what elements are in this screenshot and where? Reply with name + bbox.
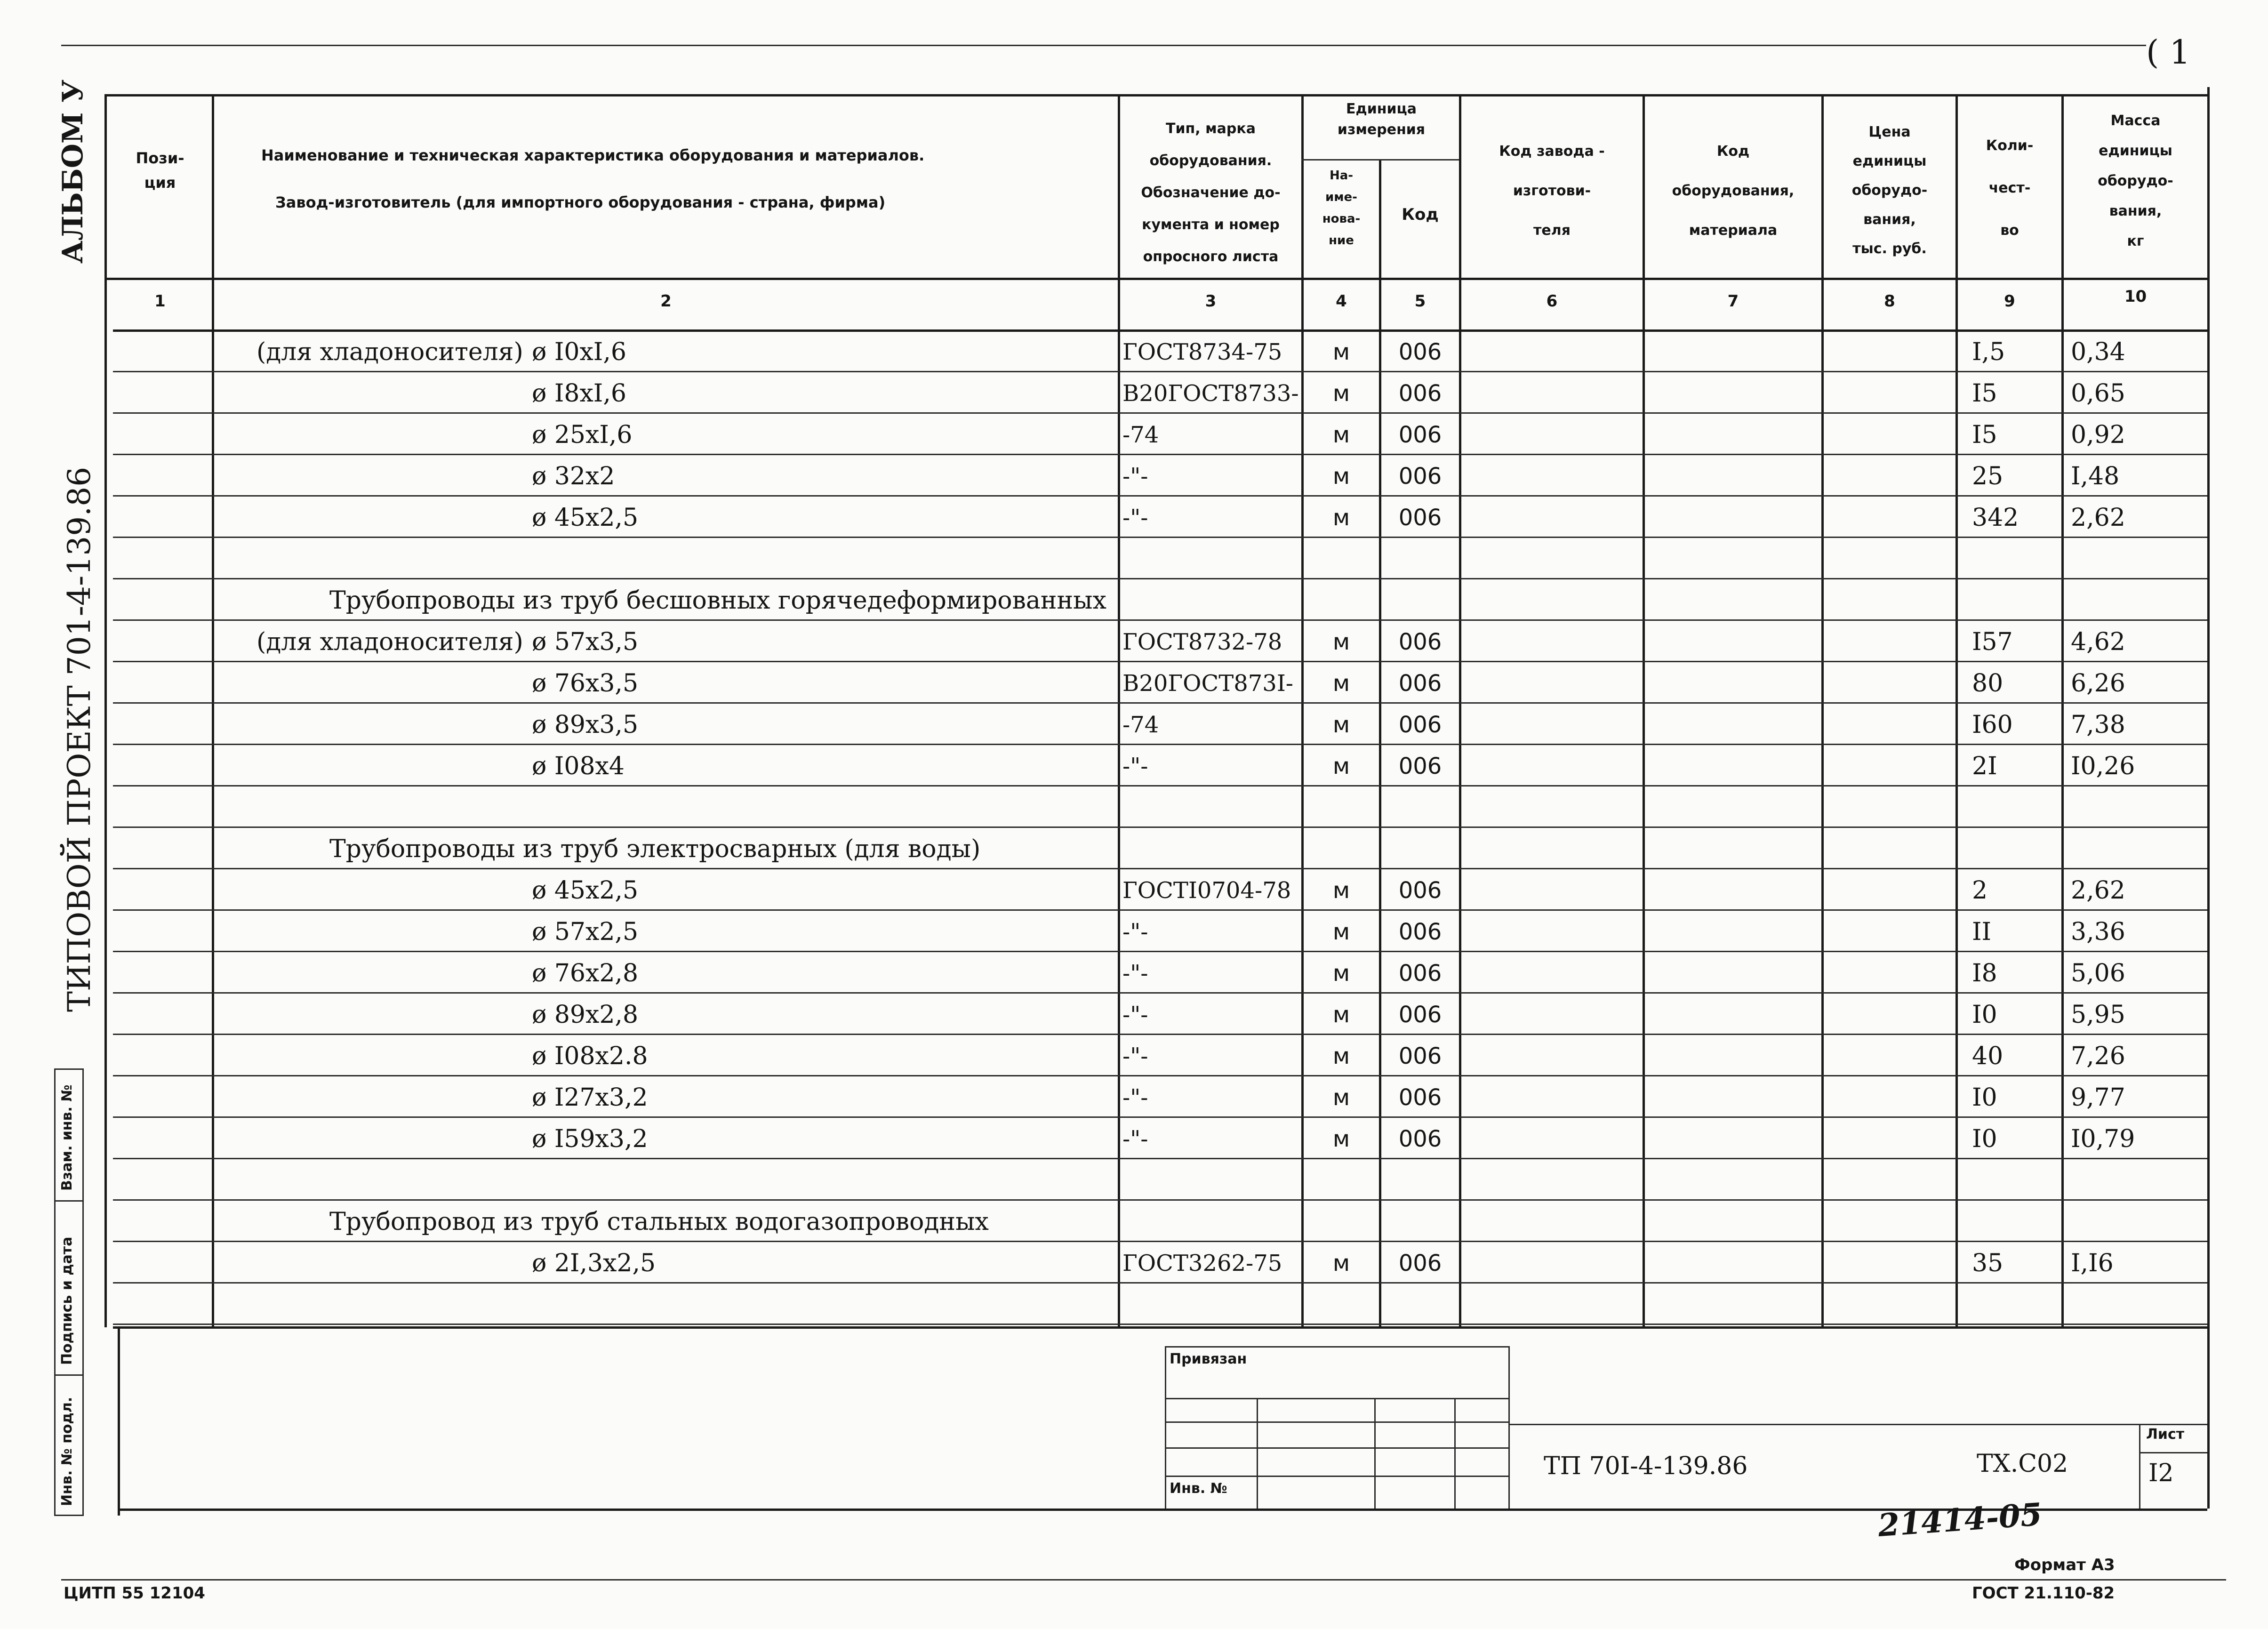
row-document: -"-: [1122, 1126, 1148, 1152]
header-type: Тип, марка оборудования. Обозначение до- кумента и номер опросного листа: [1141, 120, 1281, 265]
row-unit-code: 006: [1398, 1043, 1442, 1069]
colnum-2: 2: [660, 292, 672, 311]
row-unit: м: [1332, 1002, 1350, 1028]
row-divider: [113, 495, 2207, 497]
row-unit-code: 006: [1398, 1126, 1442, 1152]
row-unit-code: 006: [1398, 629, 1442, 655]
sheet-label: Лист: [2146, 1426, 2185, 1443]
row-name: ø 89x3,5: [532, 711, 639, 739]
row-unit-code: 006: [1398, 1084, 1442, 1111]
row-unit-code: 006: [1398, 960, 1442, 987]
row-divider: [113, 537, 2207, 538]
row-quantity: I5: [1972, 421, 1997, 449]
row-divider: [113, 1075, 2207, 1076]
row-unit: м: [1332, 422, 1350, 448]
row-prefix: (для хладоносителя): [256, 628, 523, 656]
section-heading: Трубопровод из труб стальных водогазопроводных: [329, 1208, 989, 1236]
sheet-number: I2: [2148, 1459, 2174, 1487]
row-name: ø 89x2,8: [532, 1001, 639, 1029]
row-quantity: 25: [1972, 462, 2004, 490]
row-unit: м: [1332, 380, 1350, 407]
row-divider: [113, 1199, 2207, 1201]
row-name: ø 25xI,6: [532, 421, 633, 449]
row-mass: I0,79: [2071, 1125, 2135, 1153]
header-mass: Масса единицы оборудо- вания, кг: [2098, 112, 2173, 249]
row-document: -"-: [1122, 753, 1148, 779]
row-quantity: 80: [1972, 669, 2004, 698]
row-name: ø I59x3,2: [532, 1125, 648, 1153]
row-document: -"-: [1122, 1002, 1148, 1028]
header-name: Наименование и техническая характеристика оборудования и материалов. Завод-изготовитель (для импортного оборудования - страна, фирма): [261, 146, 925, 211]
footer-gost: ГОСТ 21.110-82: [1972, 1584, 2115, 1603]
row-divider: [113, 827, 2207, 828]
row-unit: м: [1332, 712, 1350, 738]
header-quantity: Коли- чест- во: [1986, 137, 2034, 239]
row-mass: 9,77: [2071, 1083, 2125, 1112]
row-unit: м: [1332, 1126, 1350, 1152]
row-unit-code: 006: [1398, 753, 1442, 779]
row-document: -"-: [1122, 919, 1148, 945]
row-document: ГОСТ8732-78: [1122, 629, 1282, 655]
row-divider: [113, 1282, 2207, 1284]
header-unit-code: Код: [1402, 205, 1439, 224]
row-mass: 5,06: [2071, 959, 2125, 987]
row-mass: 7,38: [2071, 711, 2125, 739]
colnum-1: 1: [154, 292, 166, 311]
stamp-label-original: Инв. № подл.: [59, 1396, 75, 1506]
row-quantity: 2I: [1972, 752, 1997, 780]
row-document: -"-: [1122, 1043, 1148, 1069]
colnum-4: 4: [1336, 292, 1347, 311]
row-divider: [113, 412, 2207, 414]
row-divider: [113, 951, 2207, 952]
row-mass: 5,95: [2071, 1001, 2125, 1029]
footer-format: Формат А3: [2014, 1556, 2115, 1574]
row-name: ø 45x2,5: [532, 504, 639, 532]
row-name: ø I8xI,6: [532, 379, 626, 408]
row-quantity: I0: [1972, 1001, 1997, 1029]
row-unit: м: [1332, 919, 1350, 945]
header-unit-group: Единица измерения: [1337, 101, 1426, 138]
row-divider: [113, 744, 2207, 745]
row-name: ø 45x2,5: [532, 876, 639, 905]
row-divider: [113, 785, 2207, 786]
header-unit-name: На- име- нова- ние: [1322, 169, 1361, 248]
row-document: ГОСТ3262-75: [1122, 1250, 1282, 1276]
row-unit-code: 006: [1398, 1250, 1442, 1276]
row-divider: [113, 619, 2207, 621]
row-quantity: I5: [1972, 379, 1997, 408]
inv-label: Инв. №: [1170, 1480, 1227, 1497]
row-quantity: II: [1972, 918, 1992, 946]
row-quantity: 40: [1972, 1042, 2004, 1070]
row-mass: 0,92: [2071, 421, 2125, 449]
row-mass: 7,26: [2071, 1042, 2125, 1070]
row-quantity: I60: [1972, 711, 2013, 739]
footer-rule: [61, 1579, 2226, 1581]
row-divider: [113, 1034, 2207, 1035]
row-mass: 2,62: [2071, 876, 2125, 905]
row-unit: м: [1332, 339, 1350, 365]
row-mass: 3,36: [2071, 918, 2125, 946]
row-divider: [113, 578, 2207, 579]
row-name: ø 57x2,5: [532, 918, 639, 946]
colnum-10: 10: [2124, 287, 2147, 306]
colnum-7: 7: [1727, 292, 1739, 311]
colnum-9: 9: [2004, 292, 2015, 311]
row-quantity: 342: [1972, 504, 2019, 532]
album-label: АЛЬБОМ У: [56, 80, 89, 264]
row-divider: [113, 1241, 2207, 1242]
row-unit: м: [1332, 1084, 1350, 1111]
row-unit-code: 006: [1398, 1002, 1442, 1028]
row-name: ø I08x4: [532, 752, 625, 780]
row-unit-code: 006: [1398, 505, 1442, 531]
colnum-3: 3: [1205, 292, 1217, 311]
row-document: ГОСТ8734-75: [1122, 339, 1282, 365]
doc-code: ТХ.С02: [1977, 1450, 2068, 1478]
row-mass: 6,26: [2071, 669, 2125, 698]
header-price: Цена единицы оборудо- вания, тыс. руб.: [1851, 124, 1928, 257]
row-divider: [113, 371, 2207, 372]
row-unit: м: [1332, 877, 1350, 904]
row-divider: [113, 702, 2207, 704]
row-divider: [113, 992, 2207, 994]
row-unit: м: [1332, 753, 1350, 779]
project-title: ТИПОВОЙ ПРОЕКТ 701-4-139.86: [61, 466, 97, 1012]
row-document: -74: [1122, 422, 1159, 448]
row-name: ø I08x2.8: [532, 1042, 648, 1070]
row-mass: I,I6: [2071, 1249, 2114, 1277]
row-name: ø 76x2,8: [532, 959, 639, 987]
row-unit-code: 006: [1398, 380, 1442, 407]
row-name: ø 2I,3x2,5: [532, 1249, 656, 1277]
row-divider: [113, 1158, 2207, 1159]
row-name: ø 57x3,5: [532, 628, 639, 656]
row-mass: 0,34: [2071, 338, 2125, 366]
row-mass: 2,62: [2071, 504, 2125, 532]
section-heading: Трубопроводы из труб электросварных (для воды): [329, 835, 981, 863]
row-unit-code: 006: [1398, 339, 1442, 365]
top-rule: [61, 45, 2146, 46]
row-unit-code: 006: [1398, 877, 1442, 904]
handwritten-number: 21414-05: [1876, 1495, 2044, 1544]
row-divider: [113, 1116, 2207, 1118]
row-name: ø 32x2: [532, 462, 615, 490]
header-plant-code: Код завода - изготови- теля: [1499, 143, 1605, 239]
row-document: -"-: [1122, 463, 1148, 490]
row-divider: [113, 661, 2207, 662]
row-quantity: I,5: [1972, 338, 2005, 366]
row-quantity: I8: [1972, 959, 1997, 987]
colnum-6: 6: [1546, 292, 1558, 311]
footer-left: ЦИТП 55 12104: [64, 1584, 205, 1603]
row-document: ГОСТI0704-78: [1122, 877, 1291, 904]
row-quantity: I57: [1972, 628, 2013, 656]
stamp-label-replace: Взам. инв. №: [59, 1084, 75, 1191]
row-divider: [113, 909, 2207, 911]
row-unit: м: [1332, 1250, 1350, 1276]
row-prefix: (для хладоносителя): [256, 338, 523, 366]
stamp-label-signature: Подпись и дата: [59, 1236, 75, 1365]
bound-label: Привязан: [1170, 1351, 1247, 1367]
row-document: -"-: [1122, 505, 1148, 531]
row-mass: I0,26: [2071, 752, 2135, 780]
row-document: -"-: [1122, 960, 1148, 987]
row-document: В20ГОСТ8733-: [1122, 380, 1299, 407]
row-unit: м: [1332, 463, 1350, 490]
row-unit: м: [1332, 1043, 1350, 1069]
row-unit-code: 006: [1398, 712, 1442, 738]
row-unit: м: [1332, 505, 1350, 531]
row-quantity: 2: [1972, 876, 1988, 905]
row-unit-code: 006: [1398, 422, 1442, 448]
header-position: Пози- ция: [136, 149, 184, 192]
doc-number: ТП 70I-4-139.86: [1544, 1452, 1748, 1480]
row-document: -"-: [1122, 1084, 1148, 1111]
row-mass: I,48: [2071, 462, 2120, 490]
row-quantity: 35: [1972, 1249, 2004, 1277]
row-document: -74: [1122, 712, 1159, 738]
row-unit-code: 006: [1398, 463, 1442, 490]
row-unit-code: 006: [1398, 670, 1442, 697]
row-quantity: I0: [1972, 1083, 1997, 1112]
row-divider: [113, 868, 2207, 869]
header-equipment-code: Код оборудования, материала: [1672, 143, 1795, 239]
row-mass: 4,62: [2071, 628, 2125, 656]
row-unit: м: [1332, 960, 1350, 987]
row-quantity: I0: [1972, 1125, 1997, 1153]
row-name: ø I27x3,2: [532, 1083, 648, 1112]
colnum-8: 8: [1884, 292, 1895, 311]
row-name: ø I0xI,6: [532, 338, 626, 366]
row-name: ø 76x3,5: [532, 669, 639, 698]
row-unit-code: 006: [1398, 919, 1442, 945]
row-unit: м: [1332, 629, 1350, 655]
section-heading: Трубопроводы из труб бесшовных горячедеформированных: [329, 586, 1106, 615]
row-divider: [113, 454, 2207, 455]
corner-mark: ( 1: [2146, 33, 2191, 72]
row-document: В20ГОСТ873I-: [1122, 670, 1294, 697]
colnum-5: 5: [1414, 292, 1426, 311]
row-mass: 0,65: [2071, 379, 2125, 408]
row-divider: [113, 1324, 2207, 1325]
row-unit: м: [1332, 670, 1350, 697]
